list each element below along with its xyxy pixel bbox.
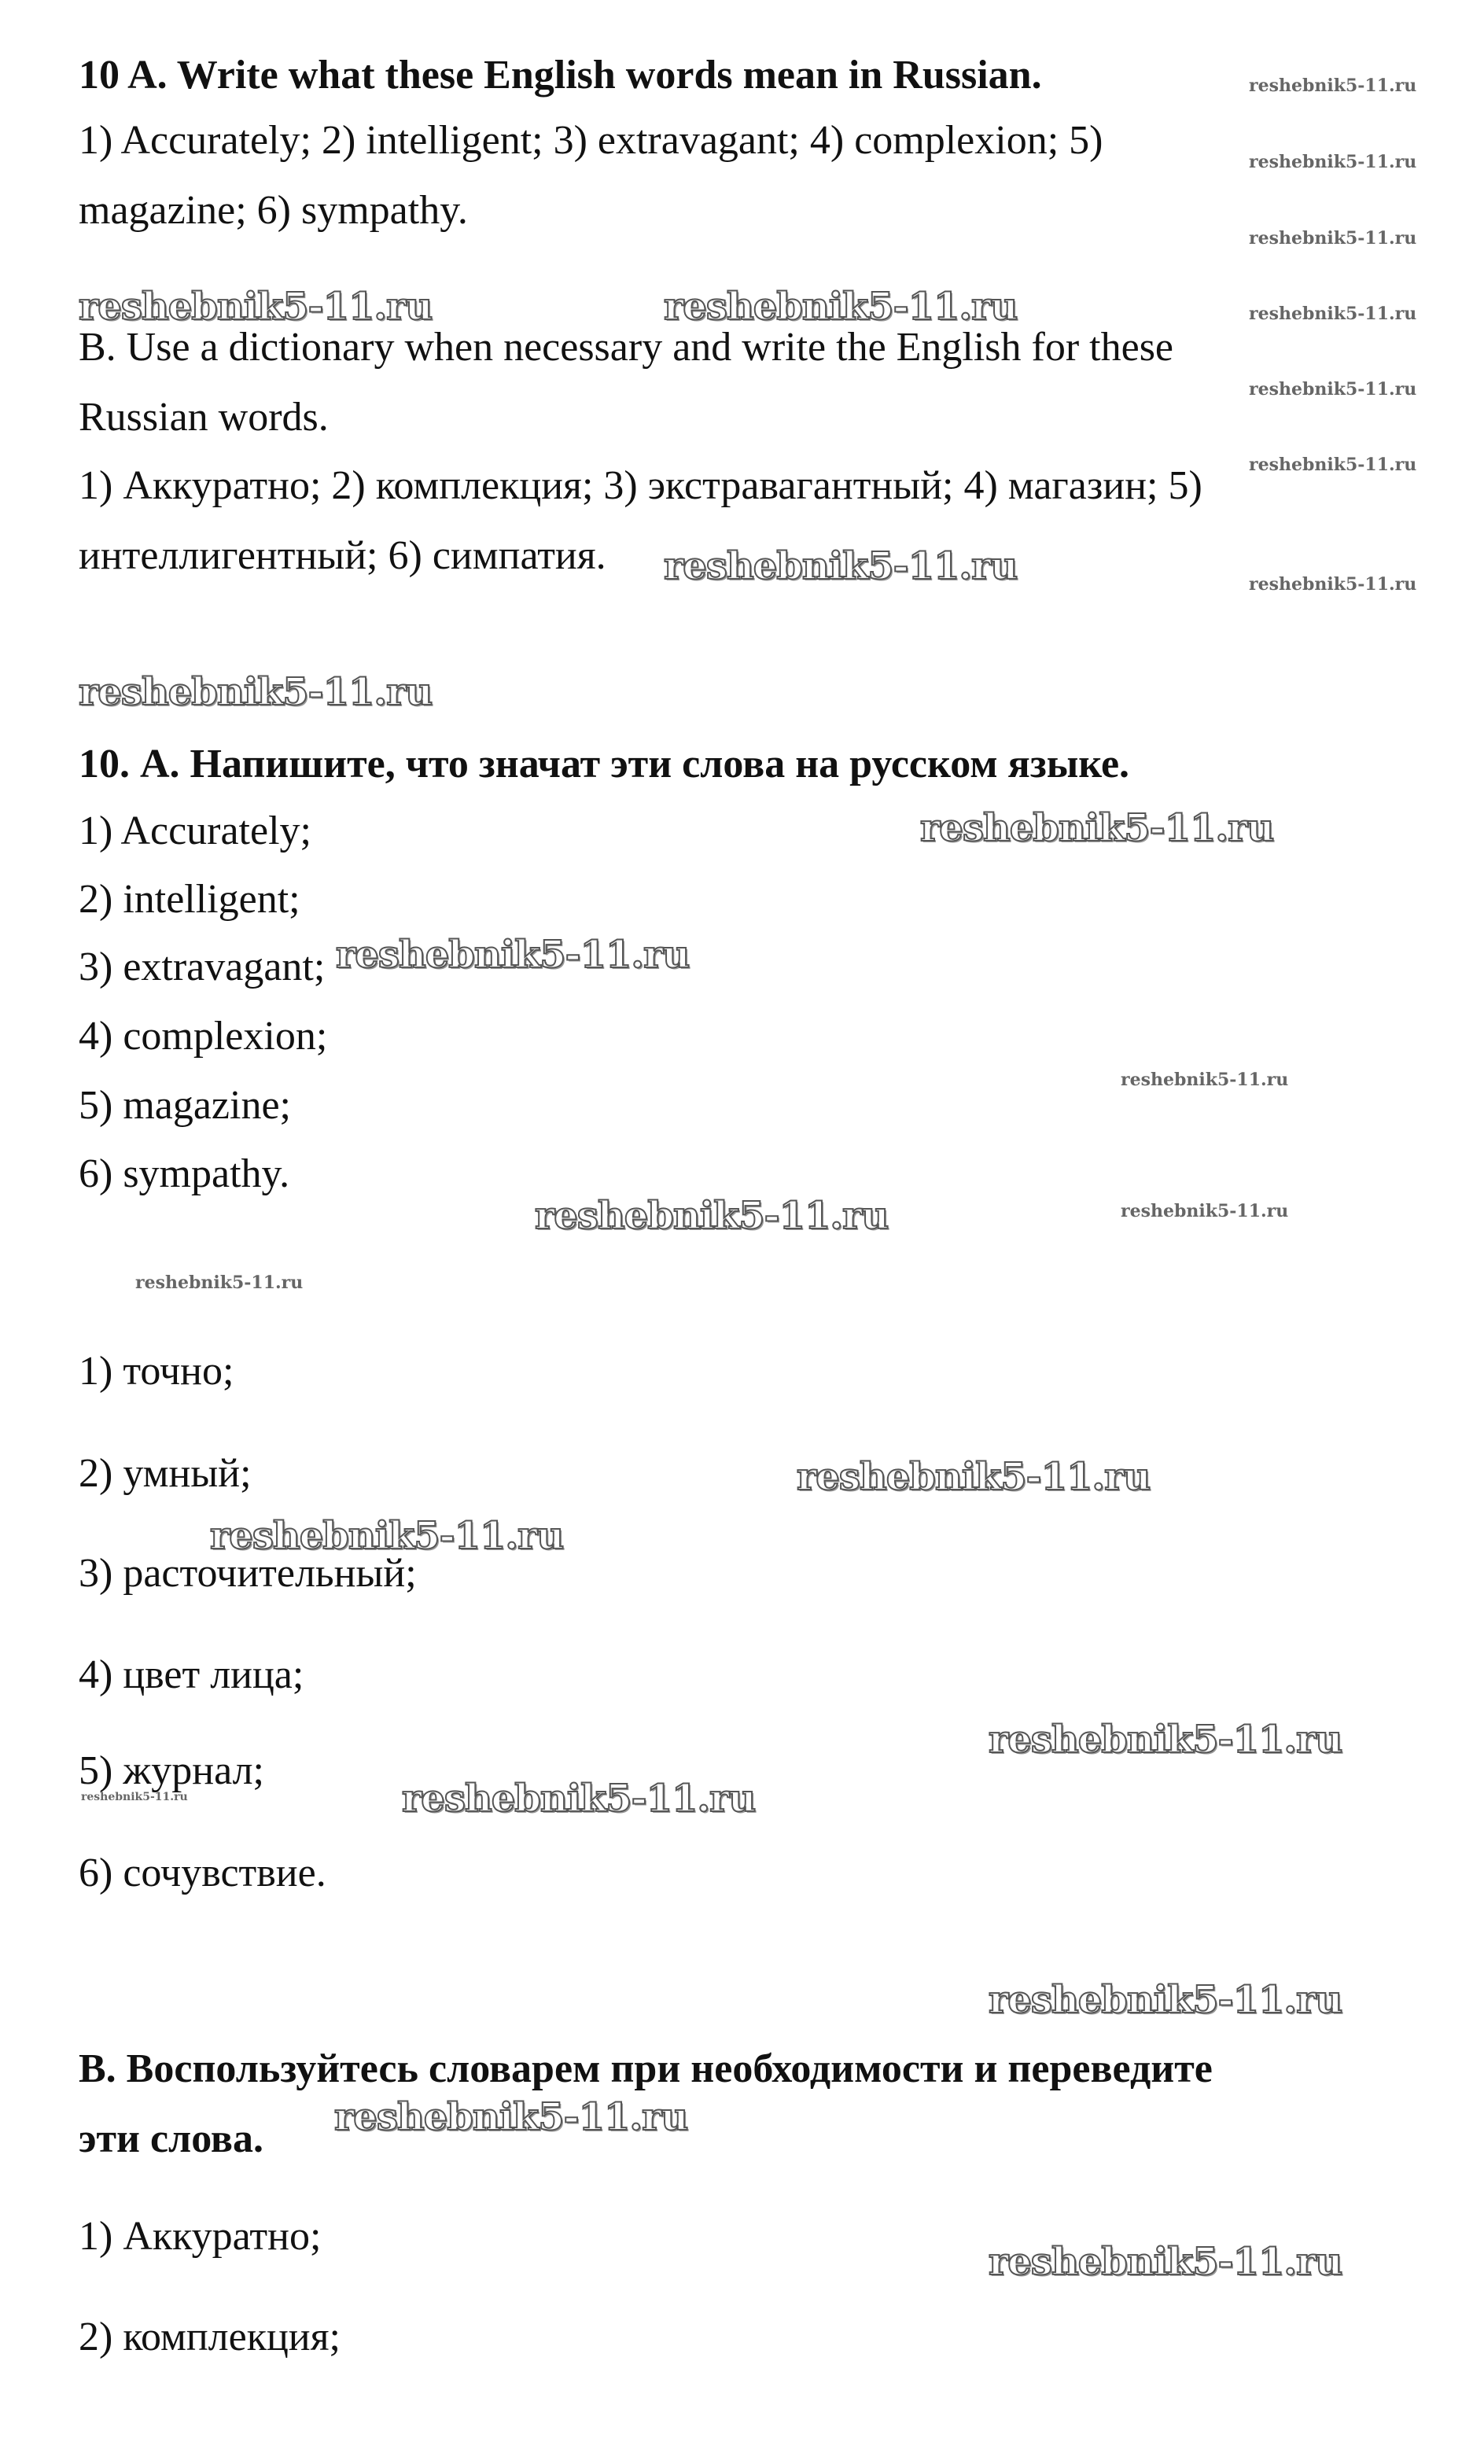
watermark: reshebnik5-11.ru [664, 285, 1018, 329]
watermark: reshebnik5-11.ru [336, 933, 690, 977]
english-word-1: 1) Accurately; [79, 808, 311, 853]
partb-item-2: 2) комплекция; [79, 2315, 341, 2359]
translation-3: 3) расточительный; [79, 1551, 417, 1596]
watermark: reshebnik5-11.ru [1249, 304, 1417, 324]
translation-4: 4) цвет лица; [79, 1652, 304, 1697]
english-word-2: 2) intelligent; [79, 877, 300, 922]
translation-2: 2) умный; [79, 1451, 252, 1496]
watermark: reshebnik5-11.ru [1249, 228, 1417, 249]
partb-heading-line-1: В. Воспользуйтесь словарем при необходимости и переведите [79, 2046, 1213, 2091]
watermark: reshebnik5-11.ru [920, 806, 1274, 850]
task-en-ru-words-line-1: 1) Аккуратно; 2) комплекция; 3) экстравагантный; 4) магазин; 5) [79, 463, 1202, 508]
english-word-3: 3) extravagant; [79, 945, 326, 989]
watermark: reshebnik5-11.ru [79, 285, 433, 329]
watermark: reshebnik5-11.ru [989, 2240, 1342, 2284]
task-heading-en: 10 A. Write what these English words mean in Russian. [79, 53, 1042, 98]
task-en-line-2: magazine; 6) sympathy. [79, 188, 468, 233]
watermark: reshebnik5-11.ru [1249, 379, 1417, 400]
task-en-ru-words-line-2: интеллигентный; 6) симпатия. [79, 533, 606, 578]
watermark: reshebnik5-11.ru [989, 1978, 1342, 2022]
watermark: reshebnik5-11.ru [1121, 1201, 1289, 1221]
watermark: reshebnik5-11.ru [135, 1273, 304, 1293]
task-heading-ru: 10. А. Напишите, что значат эти слова на русском языке. [79, 742, 1130, 786]
partb-heading-line-2: эти слова. [79, 2116, 264, 2161]
watermark: reshebnik5-11.ru [1249, 152, 1417, 172]
watermark: reshebnik5-11.ru [402, 1777, 756, 1821]
watermark: reshebnik5-11.ru [210, 1514, 564, 1558]
watermark: reshebnik5-11.ru [1249, 76, 1417, 96]
translation-6: 6) сочувствие. [79, 1851, 326, 1895]
english-word-5: 5) magazine; [79, 1083, 291, 1128]
english-word-4: 4) complexion; [79, 1014, 328, 1059]
watermark: reshebnik5-11.ru [535, 1194, 889, 1238]
partb-item-1: 1) Аккуратно; [79, 2214, 322, 2259]
watermark: reshebnik5-11.ru [1249, 455, 1417, 475]
watermark: reshebnik5-11.ru [1121, 1070, 1289, 1090]
task-en-partb-line-2: Russian words. [79, 395, 329, 440]
translation-1: 1) точно; [79, 1349, 234, 1394]
task-en-partb-line-1: B. Use a dictionary when necessary and write the English for these [79, 325, 1174, 370]
english-word-6: 6) sympathy. [79, 1151, 290, 1196]
watermark: reshebnik5-11.ru [81, 1791, 188, 1803]
task-en-line-1: 1) Accurately; 2) intelligent; 3) extravagant; 4) complexion; 5) [79, 118, 1103, 163]
watermark: reshebnik5-11.ru [1249, 574, 1417, 595]
watermark: reshebnik5-11.ru [334, 2095, 688, 2139]
watermark: reshebnik5-11.ru [79, 670, 433, 714]
watermark: reshebnik5-11.ru [989, 1718, 1342, 1762]
watermark: reshebnik5-11.ru [797, 1455, 1151, 1499]
watermark: reshebnik5-11.ru [664, 544, 1018, 588]
translation-5: 5) журнал; [79, 1748, 265, 1793]
